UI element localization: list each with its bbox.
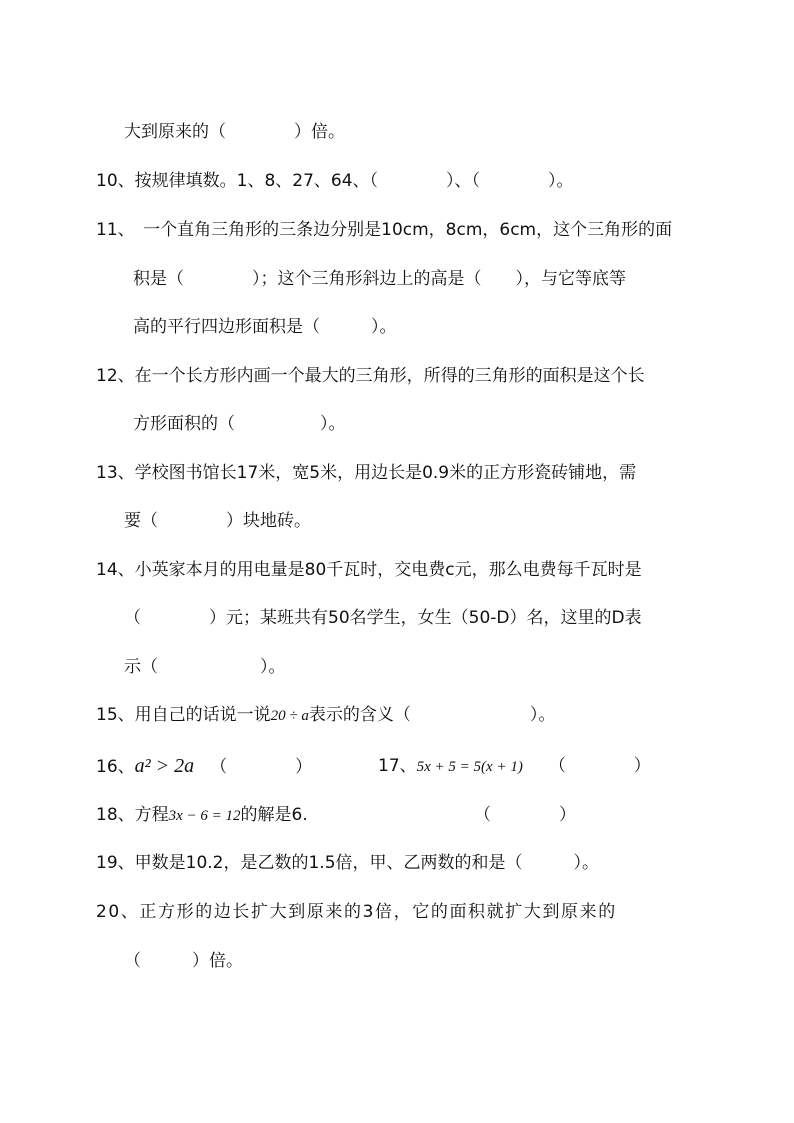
question-12-line-1: 12、在一个长方形内画一个最大的三角形，所得的三角形的面积是这个长 bbox=[96, 366, 645, 386]
question-16-number: 16、 bbox=[96, 757, 135, 777]
question-12-line-2: 方形面积的（ ）。 bbox=[133, 414, 346, 434]
question-18-expression: 3x − 6 = 12 bbox=[168, 808, 241, 824]
question-19: 19、甲数是10.2，是乙数的1.5倍，甲、乙两数的和是（ ）。 bbox=[96, 853, 600, 873]
question-13-line-1: 13、学校图书馆长17米，宽5米，用边长是0.9米的正方形瓷砖铺地，需 bbox=[96, 463, 637, 483]
question-15 bbox=[96, 704, 555, 726]
question-17-number: 17、 bbox=[378, 756, 417, 776]
question-20-line-2: （ ）倍。 bbox=[124, 951, 243, 971]
question-17 bbox=[378, 755, 651, 777]
question-16-expression: a² > 2a bbox=[134, 755, 195, 777]
question-15-expression: 20 ÷ a bbox=[270, 708, 309, 724]
question-16 bbox=[96, 755, 312, 777]
question-11-line-2: 积是（ ）；这个三角形斜边上的高是（ ），与它等底等 bbox=[133, 269, 626, 289]
question-11-line-1: 11、 一个直角三角形的三条边分别是10cm，8cm，6cm，这个三角形的面 bbox=[96, 220, 673, 240]
question-11-line-3: 高的平行四边形面积是（ ）。 bbox=[133, 317, 397, 337]
question-9-continuation: 大到原来的（ ）倍。 bbox=[124, 122, 345, 142]
question-17-answer-paren: （ ） bbox=[548, 756, 651, 776]
question-15-text-after: 表示的含义（ ）。 bbox=[308, 705, 556, 725]
question-20-line-1: 20、正方形的边长扩大到原来的3倍，它的面积就扩大到原来的 bbox=[96, 902, 617, 922]
question-16-answer-paren: （ ） bbox=[210, 757, 313, 777]
question-15-text-before: 15、用自己的话说一说 bbox=[96, 705, 271, 725]
question-18-answer-paren: （ ） bbox=[474, 805, 576, 825]
question-17-expression: 5x + 5 = 5(x + 1) bbox=[416, 759, 523, 775]
question-14-line-2: （ ）元；某班共有50名学生，女生（50-D）名，这里的D表 bbox=[124, 608, 642, 628]
question-13-line-2: 要（ ）块地砖。 bbox=[124, 511, 311, 531]
question-18-text-after: 的解是6. bbox=[240, 805, 308, 825]
question-18-text-before: 18、方程 bbox=[96, 805, 169, 825]
question-18 bbox=[96, 804, 308, 826]
question-10: 10、按规律填数。1、8、27、64、（ ）、（ ）。 bbox=[96, 171, 574, 191]
question-14-line-1: 14、小英家本月的用电量是80千瓦时，交电费c元，那么电费每千瓦时是 bbox=[96, 560, 642, 580]
question-14-line-3: 示（ ）。 bbox=[124, 657, 286, 677]
